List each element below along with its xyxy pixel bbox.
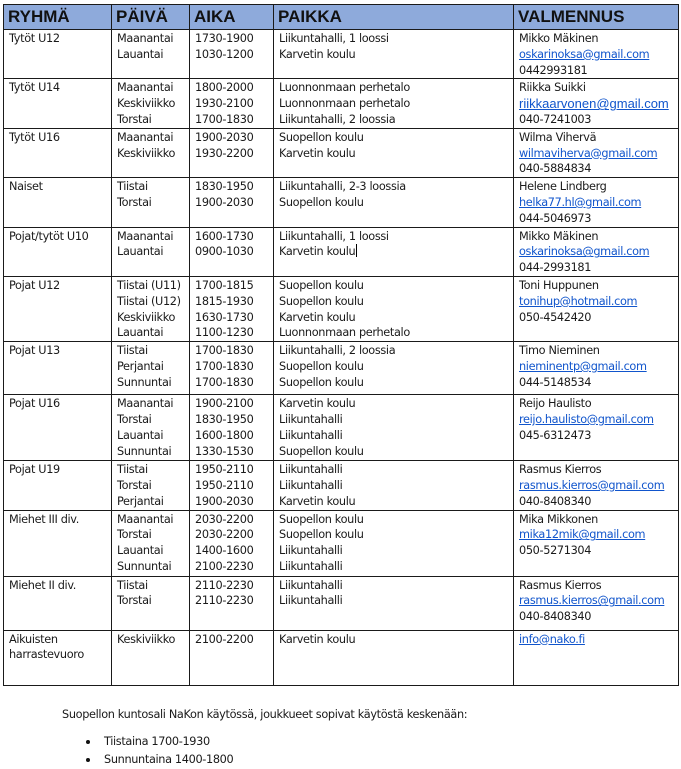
time-value: 1815-1930	[195, 294, 254, 308]
day-cell	[112, 395, 190, 461]
table-row	[4, 395, 679, 461]
list-item	[86, 733, 233, 751]
gym-times-list	[86, 733, 233, 769]
day-value: Maanantai	[117, 512, 174, 526]
group-cell	[4, 30, 112, 79]
day-cell	[112, 227, 190, 276]
place-value: Suopellon koulu	[279, 278, 364, 292]
time-value: 2100-2200	[195, 632, 254, 646]
coach-cell	[514, 395, 679, 461]
day-value: Tiistai	[117, 463, 148, 477]
day-cell	[112, 79, 190, 128]
place-value: Liikuntahalli, 2 loossia	[279, 112, 396, 126]
day-cell	[112, 576, 190, 630]
group-name: Tytöt U12	[9, 32, 60, 45]
coach-name: Wilma Vihervä	[519, 130, 597, 144]
coach-email-link[interactable]: rasmus.kierros@gmail.com	[519, 478, 665, 492]
place-value: Luonnonmaan perhetalo	[279, 81, 410, 95]
coach-name: Reijo Haulisto	[519, 397, 592, 411]
group-name: Miehet II div.	[9, 578, 77, 592]
time-value: 2110-2230	[195, 578, 254, 592]
place-cell	[274, 395, 514, 461]
day-value: Torstai	[117, 112, 152, 126]
day-value: Torstai	[117, 528, 152, 542]
coach-name: Timo Nieminen	[519, 344, 600, 358]
day-value: Perjantai	[117, 494, 164, 508]
table-header-row	[4, 5, 679, 30]
coach-cell	[514, 178, 679, 227]
table-row	[4, 276, 679, 341]
place-cell	[274, 342, 514, 395]
coach-cell	[514, 630, 679, 685]
schedule-table	[3, 4, 679, 686]
coach-phone: 045-6312473	[519, 428, 592, 442]
coach-cell	[514, 576, 679, 630]
group-cell	[4, 576, 112, 630]
coach-email-link[interactable]: mika12mik@gmail.com	[519, 528, 646, 542]
group-cell	[4, 128, 112, 177]
group-cell	[4, 395, 112, 461]
coach-phone: 044-5046973	[519, 211, 592, 225]
header-day: PÄIVÄ	[112, 5, 190, 30]
place-cell	[274, 30, 514, 79]
coach-email-link[interactable]: reijo.haulisto@gmail.com	[519, 412, 654, 426]
time-value: 1830-1950	[195, 412, 254, 426]
coach-phone: 044-2993181	[519, 261, 592, 275]
coach-name: Rasmus Kierros	[519, 578, 602, 592]
day-value: Keskiviikko	[117, 146, 176, 160]
list-item	[86, 751, 233, 769]
coach-email-link[interactable]: nieminentp@gmail.com	[519, 359, 647, 373]
coach-phone: 040-5884834	[519, 162, 592, 176]
day-value: Tiistai	[117, 180, 148, 194]
place-value: Suopellon koulu	[279, 130, 364, 144]
time-cell	[190, 276, 274, 341]
coach-phone: 040-8408340	[519, 494, 592, 508]
day-value: Sunnuntai	[117, 559, 172, 573]
time-cell	[190, 342, 274, 395]
day-cell	[112, 342, 190, 395]
place-cell	[274, 510, 514, 576]
place-value: Liikuntahalli, 2-3 loossia	[279, 180, 406, 194]
coach-phone: 040-8408340	[519, 610, 592, 624]
table-row	[4, 227, 679, 276]
time-value: 1700-1830	[195, 375, 254, 389]
time-cell	[190, 510, 274, 576]
day-value: Maanantai	[117, 397, 174, 411]
day-value: Lauantai	[117, 326, 164, 340]
group-name: Aikuisten harrastevuoro	[9, 632, 84, 662]
day-value: Keskiviikko	[117, 97, 176, 111]
day-value: Torstai	[117, 478, 152, 492]
day-value: Lauantai	[117, 47, 164, 61]
day-value: Torstai	[117, 594, 152, 608]
place-value: Karvetin koulu	[279, 47, 356, 61]
day-cell	[112, 630, 190, 685]
coach-phone: 050-4542420	[519, 310, 592, 324]
group-name: Pojat/tytöt U10	[9, 229, 89, 243]
place-cell	[274, 630, 514, 685]
time-value: 1700-1830	[195, 112, 254, 126]
coach-phone: 050-5271304	[519, 544, 592, 558]
coach-phone: 0442993181	[519, 63, 588, 77]
coach-name: Toni Huppunen	[519, 278, 599, 292]
coach-email-link[interactable]: rasmus.kierros@gmail.com	[519, 594, 665, 608]
place-cell	[274, 178, 514, 227]
place-value: Suopellon koulu	[279, 294, 364, 308]
day-cell	[112, 276, 190, 341]
time-cell	[190, 630, 274, 685]
table-row	[4, 576, 679, 630]
header-coaching: VALMENNUS	[514, 5, 679, 30]
coach-cell	[514, 276, 679, 341]
time-value: 1900-2100	[195, 397, 254, 411]
time-value: 1930-2200	[195, 146, 254, 160]
time-value: 1400-1600	[195, 544, 254, 558]
time-value: 1100-1230	[195, 326, 254, 340]
day-value: Sunnuntai	[117, 444, 172, 458]
group-name: Miehet III div.	[9, 512, 80, 526]
group-cell	[4, 79, 112, 128]
time-value: 1700-1830	[195, 344, 254, 358]
bullet-text: Tiistaina 1700-1930	[104, 735, 210, 748]
time-cell	[190, 128, 274, 177]
place-value: Karvetin koulu	[279, 146, 356, 160]
coach-email-link[interactable]: info@nako.fi	[519, 632, 585, 646]
day-value: Torstai	[117, 412, 152, 426]
group-name: Pojat U16	[9, 397, 60, 411]
place-value: Karvetin koulu	[279, 494, 356, 508]
place-value: Liikuntahalli, 1 loossi	[279, 229, 389, 243]
place-value: Luonnonmaan perhetalo	[279, 326, 410, 340]
group-name: Pojat U19	[9, 463, 60, 477]
coach-name: Rasmus Kierros	[519, 463, 602, 477]
group-cell	[4, 227, 112, 276]
coach-name: Mikko Mäkinen	[519, 229, 599, 243]
day-value: Keskiviikko	[117, 310, 176, 324]
coach-email-link[interactable]: riikkaarvonen@gmail.com	[519, 96, 669, 112]
coach-name: Riikka Suikki	[519, 81, 586, 95]
group-name: Pojat U12	[9, 278, 60, 292]
header-time: AIKA	[190, 5, 274, 30]
group-cell	[4, 461, 112, 510]
group-name: Pojat U13	[9, 344, 60, 358]
place-value: Liikuntahalli	[279, 559, 343, 573]
coach-name: Helene Lindberg	[519, 180, 607, 194]
table-row	[4, 30, 679, 79]
table-row	[4, 128, 679, 177]
table-row	[4, 461, 679, 510]
place-value: Liikuntahalli, 2 loossia	[279, 344, 396, 358]
place-cell	[274, 227, 514, 276]
group-name: Tytöt U14	[9, 81, 60, 95]
group-cell	[4, 630, 112, 685]
coach-cell	[514, 79, 679, 128]
time-cell	[190, 227, 274, 276]
coach-cell	[514, 461, 679, 510]
place-value: Suopellon koulu	[279, 375, 364, 389]
place-value: Karvetin koulu	[279, 632, 356, 646]
coach-phone: 044-5148534	[519, 375, 592, 389]
coach-cell	[514, 227, 679, 276]
place-value: Liikuntahalli	[279, 578, 343, 592]
text-cursor	[356, 244, 357, 257]
gym-note: Suopellon kuntosali NaKon käytössä, joukkueet sopivat käytöstä keskenään:	[62, 708, 468, 721]
table-row	[4, 178, 679, 227]
time-value: 1830-1950	[195, 180, 254, 194]
day-value: Tiistai	[117, 344, 148, 358]
time-cell	[190, 30, 274, 79]
time-value: 1730-1900	[195, 32, 254, 45]
time-value: 0900-1030	[195, 245, 254, 259]
place-value: Suopellon koulu	[279, 195, 364, 209]
time-value: 1900-2030	[195, 494, 254, 508]
place-value: Karvetin koulu	[279, 245, 356, 259]
group-cell	[4, 276, 112, 341]
day-value: Maanantai	[117, 81, 174, 95]
day-cell	[112, 128, 190, 177]
time-value: 2030-2200	[195, 528, 254, 542]
place-value: Liikuntahalli	[279, 478, 343, 492]
coach-cell	[514, 342, 679, 395]
place-value: Suopellon koulu	[279, 359, 364, 373]
time-value: 2110-2230	[195, 594, 254, 608]
table-row	[4, 79, 679, 128]
bullet-icon	[86, 758, 90, 762]
day-value: Lauantai	[117, 544, 164, 558]
time-value: 1930-2100	[195, 97, 254, 111]
place-cell	[274, 128, 514, 177]
coach-cell	[514, 510, 679, 576]
day-cell	[112, 30, 190, 79]
group-name: Naiset	[9, 180, 43, 194]
day-cell	[112, 461, 190, 510]
day-value: Maanantai	[117, 32, 174, 45]
day-value: Lauantai	[117, 245, 164, 259]
header-place: PAIKKA	[274, 5, 514, 30]
place-value: Liikuntahalli	[279, 428, 343, 442]
time-cell	[190, 461, 274, 510]
time-value: 1600-1730	[195, 229, 254, 243]
day-value: Tiistai (U11)	[117, 278, 181, 292]
place-value: Liikuntahalli	[279, 544, 343, 558]
time-cell	[190, 395, 274, 461]
day-value: Tiistai	[117, 578, 148, 592]
place-cell	[274, 79, 514, 128]
place-value: Liikuntahalli, 1 loossi	[279, 32, 389, 45]
bullet-text: Sunnuntaina 1400-1800	[104, 753, 234, 766]
day-cell	[112, 510, 190, 576]
time-value: 1700-1830	[195, 359, 254, 373]
place-value: Suopellon koulu	[279, 512, 364, 526]
time-cell	[190, 178, 274, 227]
coach-email-link[interactable]: oskarinoksa@gmail.com	[519, 47, 650, 61]
place-cell	[274, 276, 514, 341]
time-value: 1600-1800	[195, 428, 254, 442]
place-cell	[274, 576, 514, 630]
table-row	[4, 510, 679, 576]
group-cell	[4, 178, 112, 227]
coach-email-link[interactable]: helka77.hl@gmail.com	[519, 195, 642, 209]
coach-name: Mikko Mäkinen	[519, 32, 599, 45]
table-row	[4, 630, 679, 685]
time-cell	[190, 79, 274, 128]
time-value: 1030-1200	[195, 47, 254, 61]
place-value: Karvetin koulu	[279, 310, 356, 324]
day-value: Maanantai	[117, 130, 174, 144]
time-value: 2030-2200	[195, 512, 254, 526]
time-value: 1950-2110	[195, 478, 254, 492]
place-value: Suopellon koulu	[279, 528, 364, 542]
place-cell	[274, 461, 514, 510]
bullet-icon	[86, 740, 90, 744]
time-value: 1700-1815	[195, 278, 254, 292]
time-value: 1330-1530	[195, 444, 254, 458]
place-value: Luonnonmaan perhetalo	[279, 97, 410, 111]
time-value: 1900-2030	[195, 195, 254, 209]
group-cell	[4, 342, 112, 395]
coach-email-link[interactable]: wilmaviherva@gmail.com	[519, 146, 658, 160]
time-value: 1950-2110	[195, 463, 254, 477]
header-group: RYHMÄ	[4, 5, 112, 30]
coach-cell	[514, 30, 679, 79]
day-value: Perjantai	[117, 359, 164, 373]
day-value: Tiistai (U12)	[117, 294, 181, 308]
day-value: Maanantai	[117, 229, 174, 243]
day-cell	[112, 178, 190, 227]
table-row	[4, 342, 679, 395]
place-value: Karvetin koulu	[279, 397, 356, 411]
group-cell	[4, 510, 112, 576]
coach-email-link[interactable]: oskarinoksa@gmail.com	[519, 245, 650, 259]
coach-phone: 040-7241003	[519, 112, 592, 126]
coach-cell	[514, 128, 679, 177]
place-value: Liikuntahalli	[279, 463, 343, 477]
place-value: Liikuntahalli	[279, 412, 343, 426]
group-name: Tytöt U16	[9, 130, 60, 144]
day-value: Keskiviikko	[117, 632, 176, 646]
place-value: Liikuntahalli	[279, 594, 343, 608]
time-cell	[190, 576, 274, 630]
coach-email-link[interactable]: tonihup@hotmail.com	[519, 294, 638, 308]
time-value: 2100-2230	[195, 559, 254, 573]
coach-name: Mika Mikkonen	[519, 512, 598, 526]
time-value: 1900-2030	[195, 130, 254, 144]
day-value: Lauantai	[117, 428, 164, 442]
time-value: 1630-1730	[195, 310, 254, 324]
place-value: Suopellon koulu	[279, 444, 364, 458]
time-value: 1800-2000	[195, 81, 254, 95]
day-value: Torstai	[117, 195, 152, 209]
day-value: Sunnuntai	[117, 375, 172, 389]
